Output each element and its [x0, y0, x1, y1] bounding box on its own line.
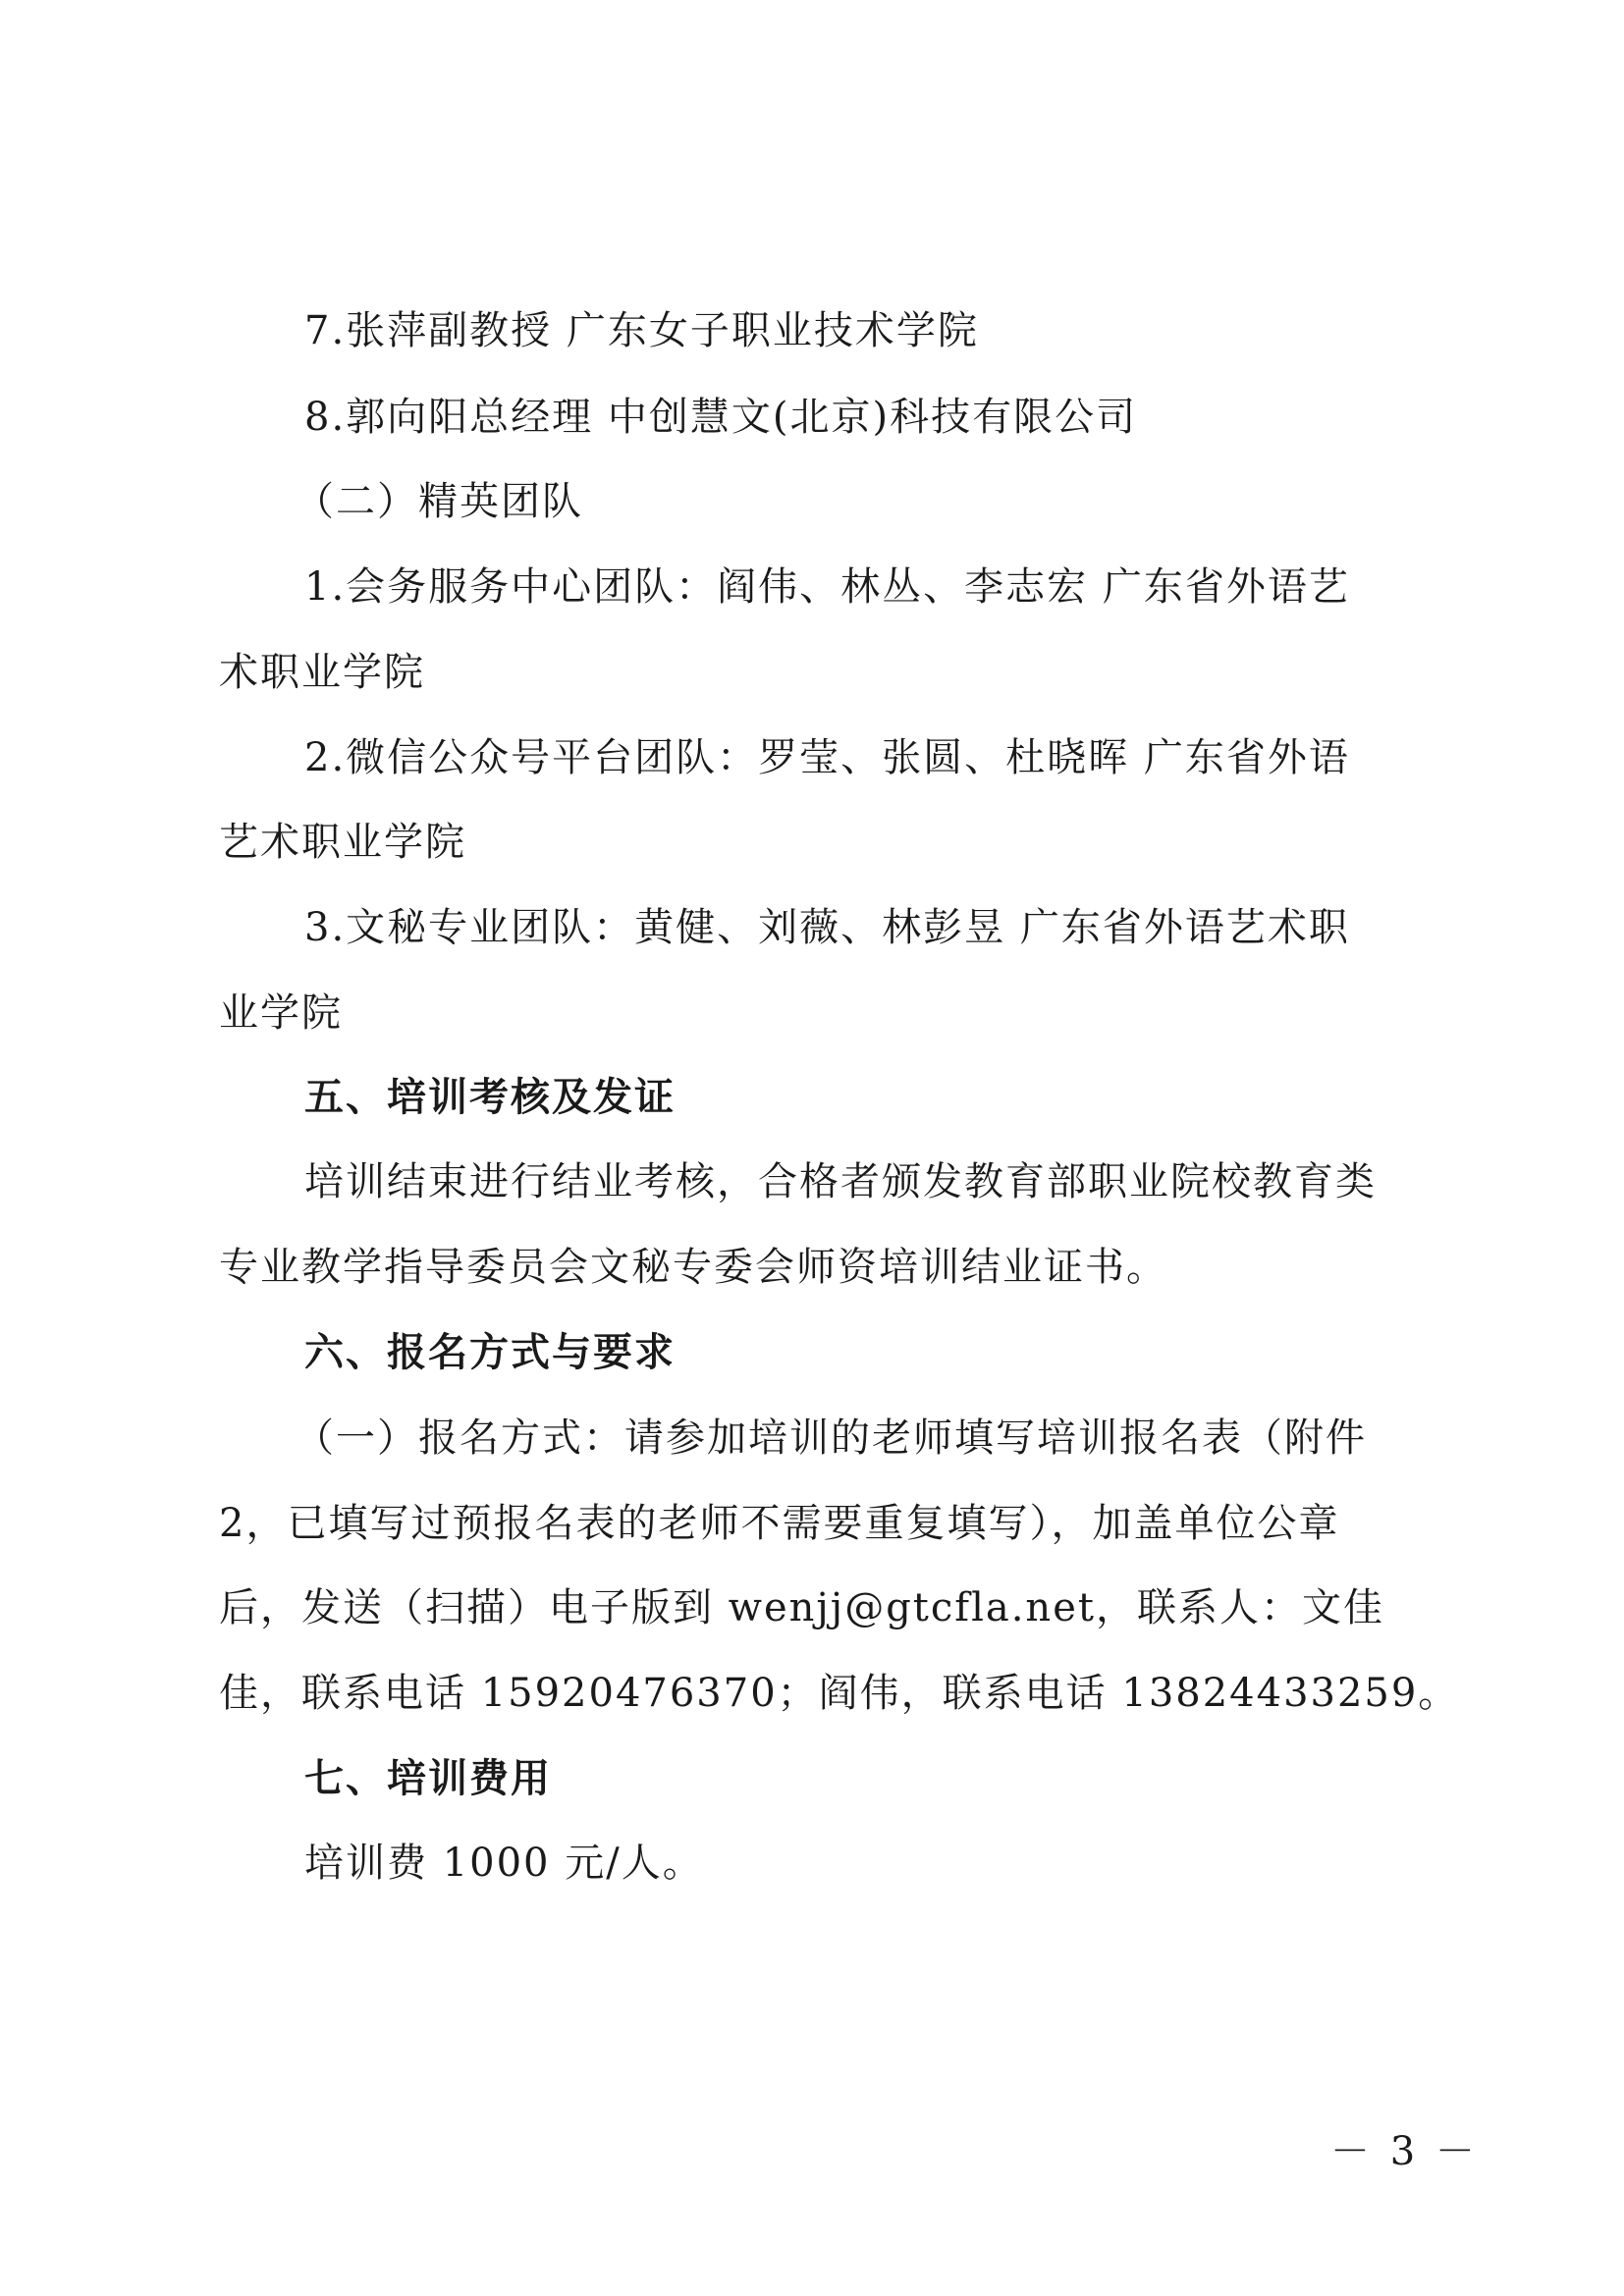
section-6-paragraph-line-4: 佳，联系电话 15920476370；阎伟，联系电话 13824433259。 — [219, 1671, 1460, 1716]
subsection-elite-team: （二）精英团队 — [295, 479, 583, 524]
section-heading-6: 六、报名方式与要求 — [304, 1329, 676, 1375]
team-2-continuation: 艺术职业学院 — [219, 820, 466, 865]
section-5-paragraph-line-1: 培训结束进行结业考核，合格者颁发教育部职业院校教育类 — [304, 1159, 1377, 1204]
section-6-paragraph-line-3: 后，发送（扫描）电子版到 wenjj@gtcfla.net，联系人：文佳 — [219, 1585, 1384, 1630]
team-1-line: 1.会务服务中心团队：阎伟、林丛、李志宏 广东省外语艺 — [304, 564, 1350, 610]
section-6-paragraph-line-2: 2，已填写过预报名表的老师不需要重复填写），加盖单位公章 — [219, 1501, 1340, 1546]
team-3-continuation: 业学院 — [219, 990, 343, 1036]
expert-8-line: 8.郭向阳总经理 中创慧文(北京)科技有限公司 — [304, 395, 1138, 440]
page-number: － 3 － — [1330, 2129, 1479, 2174]
team-1-continuation: 术职业学院 — [219, 650, 425, 695]
section-heading-7: 七、培训费用 — [304, 1755, 552, 1801]
section-heading-5: 五、培训考核及发证 — [304, 1074, 676, 1120]
section-6-paragraph-line-1: （一）报名方式：请参加培训的老师填写培训报名表（附件 — [295, 1415, 1367, 1461]
section-7-paragraph: 培训费 1000 元/人。 — [304, 1841, 704, 1886]
expert-7-line: 7.张萍副教授 广东女子职业技术学院 — [304, 308, 979, 353]
section-5-paragraph-line-2: 专业教学指导委员会文秘专委会师资培训结业证书。 — [219, 1245, 1167, 1290]
team-3-line: 3.文秘专业团队：黄健、刘薇、林彭昱 广东省外语艺术职 — [304, 905, 1350, 950]
team-2-line: 2.微信公众号平台团队：罗莹、张圆、杜晓晖 广东省外语 — [304, 735, 1350, 780]
